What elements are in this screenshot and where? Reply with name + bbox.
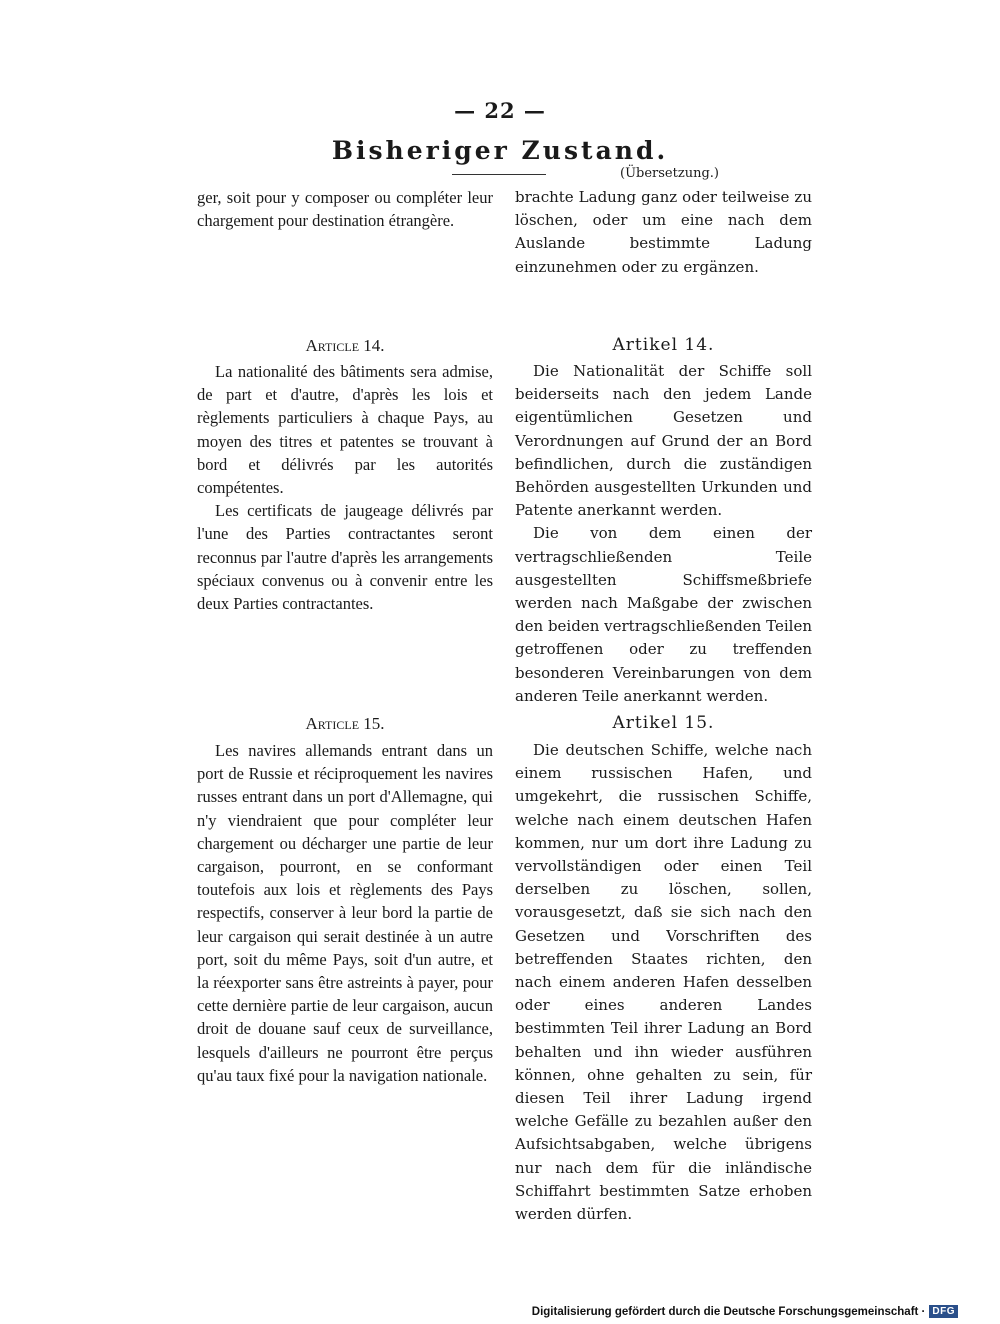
article-14-de-paragraph-1: Die Nationalität der Schiffe soll beiderseits nach den jedem Lande eigentümlichen Gesetzen und Verordnungen auf Grund der an Bord befindlichen, durch die zuständigen Behörden ausgestellten Urkunden und Patente anerkannt werden. — [515, 362, 812, 520]
continuation-fr-text: ger, soit pour y composer ou compléter leur chargement pour destination étrangère. — [197, 188, 493, 231]
title-rule — [452, 174, 546, 175]
footer — [532, 1305, 958, 1318]
article-14-fr-paragraph-2: Les certificats de jaugeage délivrés par l'une des Parties contractantes seront reconnus par l'autre d'après les arrangements spéciaux convenus ou à convenir entre les deux Parties contractantes. — [197, 501, 493, 614]
article-15-heading-de: Artikel 15. — [612, 713, 715, 733]
continuation-de — [515, 186, 812, 279]
article-15-de — [515, 739, 812, 1226]
article-14-fr-paragraph-1: La nationalité des bâtiments sera admise, de part et d'autre, d'après les lois et règlements particuliers à chaque Pays, au moyen des titres et patentes se trouvant à bord et délivrés par les autorités compétentes. — [197, 362, 493, 498]
article-15-fr-paragraph-1: Les navires allemands entrant dans un port de Russie et réciproquement les navires russes entrant dans un port d'Allemagne, qui n'y viendraient que pour compléter leur chargement ou décharger une partie de leur cargaison, pourront, en se conformant toutefois aux lois et règlements des Pays respectifs, conserver à leur bord la partie de leur cargaison qui serait destinée à un autre port, soit du même Pays, soit d'un autre, et la réexporter sans être astreints à payer, pour cette dernière partie de leur cargaison, aucun droit de douane sauf ceux de surveillance, lesquels d'ailleurs ne pourront être perçus qu'au taux fixé pour la navigation nationale. — [197, 741, 493, 1085]
article-14-heading-fr: Article 14. — [305, 336, 385, 355]
article-15-de-paragraph-1: Die deutschen Schiffe, welche nach einem russischen Hafen, und umgekehrt, die russischen Schiffe, welche nach einem deutschen Hafen kommen, nur um dort ihre Ladung zu vervollständigen oder einen Teil derselben zu löschen, sollen, vorausgesetzt, daß sie sich nach den Gesetzen und Vorschriften des betreffenden Staates richten, den nach einem anderen Hafen desselben oder eines anderen Landes bestimmten Teil ihrer Ladung an Bord behalten und ihn wieder ausführen können, ohne gehalten zu sein, für diesen Teil ihrer Ladung irgend welche Gefälle zu bezahlen außer den Aufsichtsabgaben, welche übrigens nur nach dem für die inländische Schiffahrt bestimmten Satze erhoben werden dürfen. — [515, 741, 812, 1224]
continuation-de-text: brachte Ladung ganz oder teilweise zu löschen, oder um eine nach dem Auslande bestimmte Ladung einzunehmen oder zu ergänzen. — [515, 188, 812, 276]
page-number: — 22 — — [454, 98, 546, 123]
article-15-heading-fr: Article 15. — [305, 714, 385, 733]
dfg-logo-icon: DFG — [929, 1305, 958, 1318]
article-14-de — [515, 360, 812, 708]
footer-credit: Digitalisierung gefördert durch die Deutsche Forschungsgemeinschaft · — [531, 1305, 926, 1318]
continuation-fr — [197, 186, 493, 232]
article-15-fr — [197, 739, 493, 1087]
article-14-de-paragraph-2: Die von dem einen der vertragschließenden Teile ausgestellten Schiffsmeßbriefe werden nach Maßgabe der zwischen den beiden vertragschließenden Teilen getroffenen oder zu treffenden besonderen Vereinbarungen von dem anderen Teile anerkannt werden. — [515, 524, 812, 705]
translation-note: (Übersetzung.) — [620, 166, 719, 181]
article-14-fr — [197, 360, 493, 615]
article-14-heading-de: Artikel 14. — [612, 335, 715, 355]
page-title: Bisheriger Zustand. — [331, 136, 669, 165]
